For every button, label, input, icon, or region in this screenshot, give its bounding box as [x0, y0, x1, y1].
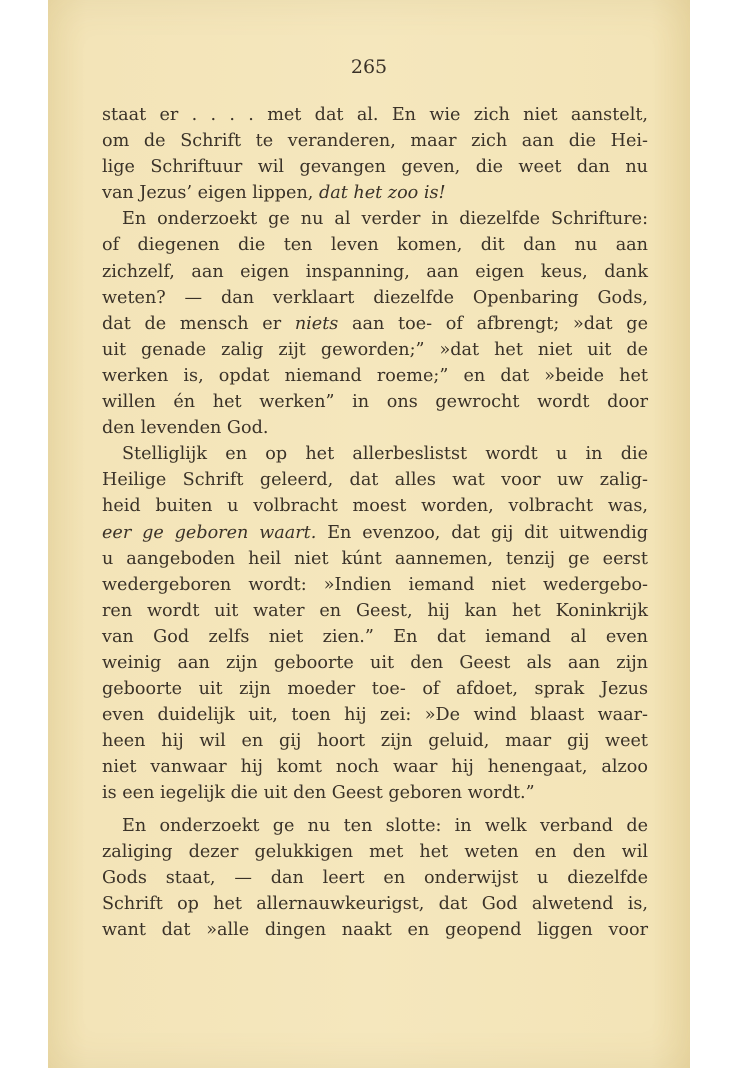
- text-line: want dat »alle dingen naakt en geopend liggen voor: [102, 919, 648, 940]
- text-line: om de Schrift te veranderen, maar zich aan die Hei-: [102, 131, 648, 152]
- text-line: werken is, opdat niemand roeme;” en dat »beide het: [102, 365, 648, 386]
- book-page: [48, 0, 690, 1068]
- text-line: of diegenen die ten leven komen, dit dan nu aan: [102, 235, 648, 256]
- text-line: ren wordt uit water en Geest, hij kan het Koninkrijk: [102, 600, 648, 621]
- text-line: lige Schriftuur wil gevangen geven, die weet dan nu: [102, 157, 648, 178]
- text-line: van God zelfs niet zien.” En dat iemand al even: [102, 626, 648, 647]
- paragraph-start-line: Stelliglijk en op het allerbeslistst wordt u in die: [122, 444, 648, 465]
- text-line: zichzelf, aan eigen inspanning, aan eigen keus, dank: [102, 261, 648, 282]
- text-line: [102, 520, 648, 546]
- paragraph-start-line: En onderzoekt ge nu ten slotte: in welk verband de: [122, 815, 648, 836]
- text-line: heid buiten u volbracht moest worden, volbracht was,: [102, 496, 648, 517]
- text-line: uit genade zalig zijt geworden;” »dat het niet uit de: [102, 339, 648, 360]
- text-line: weinig aan zijn geboorte uit den Geest als aan zijn: [102, 652, 648, 673]
- text-line: even duidelijk uit, toen hij zei: »De wind blaast waar-: [102, 705, 648, 726]
- paragraph-start-line: En onderzoekt ge nu al verder in diezelfde Schrifture:: [122, 209, 648, 230]
- text-line: heen hij wil en gij hoort zijn geluid, maar gij weet: [102, 731, 648, 752]
- text-line: Schrift op het allernauwkeurigst, dat God alwetend is,: [102, 893, 648, 914]
- text-line: den levenden God.: [102, 418, 269, 439]
- italic-phrase: dat het zoo is!: [318, 183, 446, 204]
- line-text: aan toe- of afbrengt; »dat ge: [338, 313, 648, 334]
- line-text: van Jezus’ eigen lippen,: [102, 183, 319, 204]
- body-text: [102, 102, 648, 943]
- page-number: 265: [350, 56, 388, 78]
- text-line: zaliging dezer gelukkigen met het weten en den wil: [102, 841, 648, 862]
- text-line: u aangeboden heil niet kúnt aannemen, tenzij ge eerst: [102, 548, 648, 569]
- line-text: En evenzoo, dat gij dit uitwendig: [316, 522, 648, 543]
- line-text: dat de mensch er: [102, 313, 295, 334]
- text-line: staat er . . . . met dat al. En wie zich niet aanstelt,: [102, 105, 648, 125]
- text-line: willen én het werken” in ons gewrocht wordt door: [102, 392, 648, 413]
- text-line: wedergeboren wordt: »Indien iemand niet wedergebo-: [102, 574, 648, 595]
- text-line: geboorte uit zijn moeder toe- of afdoet, sprak Jezus: [102, 679, 648, 700]
- text-line: weten? — dan verklaart diezelfde Openbaring Gods,: [102, 287, 648, 308]
- italic-phrase: niets: [294, 313, 339, 334]
- text-line: [102, 180, 648, 206]
- text-line: [102, 311, 648, 337]
- italic-phrase: eer ge geboren waart.: [102, 522, 317, 543]
- text-line: is een iegelijk die uit den Geest geboren wordt.”: [102, 783, 535, 804]
- text-line: niet vanwaar hij komt noch waar hij henengaat, alzoo: [102, 757, 648, 778]
- text-line: Gods staat, — dan leert en onderwijst u diezelfde: [102, 867, 648, 888]
- text-line: Heilige Schrift geleerd, dat alles wat voor uw zalig-: [102, 470, 648, 491]
